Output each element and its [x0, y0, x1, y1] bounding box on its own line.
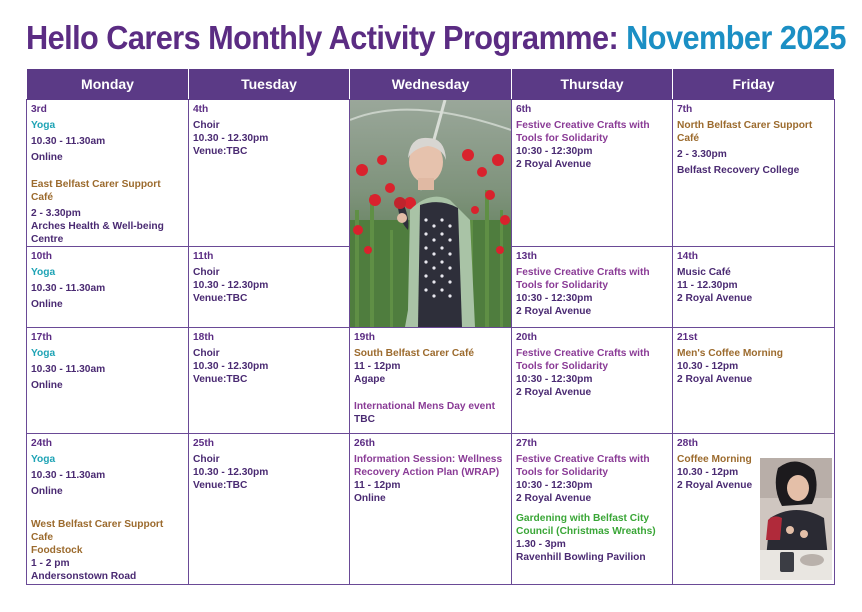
day-date: 28th: [677, 438, 698, 449]
event-title: Choir: [193, 348, 220, 359]
event-venue: 2 Royal Avenue: [516, 306, 592, 317]
day-date: 21st: [677, 332, 698, 343]
day-cell-20: [512, 328, 673, 434]
week-row: [27, 100, 835, 247]
event-time: 10:30 - 12:30pm: [516, 480, 593, 491]
event-venue: 2 Royal Avenue: [677, 480, 753, 491]
event-venue: Belfast Recovery College: [677, 165, 800, 176]
event-time: 10.30 - 11.30am: [31, 470, 106, 481]
day-date: 26th: [354, 438, 375, 449]
day-date: 20th: [516, 332, 537, 343]
event-time: 10.30 - 11.30am: [31, 364, 106, 375]
header-thursday: Thursday: [512, 69, 673, 100]
event-title: Coffee Morning: [677, 454, 752, 465]
day-cell-21: [673, 328, 835, 434]
event-time: 2 - 3.30pm: [31, 208, 81, 219]
day-cell-27: [512, 434, 673, 585]
event-title-cont: Tools for Solidarity: [516, 133, 609, 144]
day-date: 14th: [677, 251, 698, 262]
event-time: 10.30 - 11.30am: [31, 136, 106, 147]
event-title: South Belfast Carer Café: [354, 348, 475, 359]
event-title: Yoga: [31, 267, 56, 278]
calendar-table: [26, 68, 835, 585]
day-cell-19: [350, 328, 512, 434]
event-time: 10.30 - 12pm: [677, 467, 739, 478]
day-date: 13th: [516, 251, 537, 262]
event-title: East Belfast Carer Support Café: [31, 179, 161, 203]
day-date: 7th: [677, 104, 693, 115]
event-time: 10:30 - 12:30pm: [516, 146, 593, 157]
photo-woman-poppies: [350, 100, 512, 328]
event-title-cont: Council (Christmas Wreaths): [516, 526, 656, 537]
header-wednesday: Wednesday: [350, 69, 512, 100]
day-cell-10: [27, 247, 189, 328]
title-main: Hello Carers Monthly Activity Programme:: [26, 19, 619, 56]
event-time: 10.30 - 12.30pm: [193, 133, 269, 144]
event-title: International Mens Day event: [354, 401, 495, 412]
day-cell-13: [512, 247, 673, 328]
event-venue: Venue:TBC: [193, 293, 248, 304]
event-title-cont: Tools for Solidarity: [516, 467, 609, 478]
day-cell-26: [350, 434, 512, 585]
event-time: 11 - 12pm: [354, 480, 401, 491]
event-venue: Online: [31, 486, 63, 497]
event-title-cont: Café: [677, 133, 700, 144]
day-date: 4th: [193, 104, 209, 115]
event-time: 1.30 - 3pm: [516, 539, 566, 550]
event-title: Festive Creative Crafts with: [516, 454, 650, 465]
event-venue: Online: [354, 493, 386, 504]
day-cell-25: [189, 434, 350, 585]
event-time: 11 - 12.30pm: [677, 280, 738, 291]
event-venue: 2 Royal Avenue: [677, 293, 753, 304]
event-title-cont: Tools for Solidarity: [516, 280, 609, 291]
event-time: 2 - 3.30pm: [677, 149, 727, 160]
header-friday: Friday: [673, 69, 835, 100]
event-title-cont: Tools for Solidarity: [516, 361, 609, 372]
header-monday: Monday: [27, 69, 189, 100]
event-venue: Andersonstown Road: [31, 571, 137, 582]
day-date: 25th: [193, 438, 214, 449]
event-title: North Belfast Carer Support: [677, 120, 813, 131]
day-date: 27th: [516, 438, 537, 449]
week-row: [27, 328, 835, 434]
day-cell-3: [27, 100, 189, 247]
week-row: [27, 434, 835, 585]
event-time: 10.30 - 12.30pm: [193, 280, 269, 291]
day-cell-6: [512, 100, 673, 247]
event-title-cont: Recovery Action Plan (WRAP): [354, 467, 500, 478]
event-venue: Online: [31, 152, 63, 163]
event-title: Yoga: [31, 454, 56, 465]
event-time: 11 - 12pm: [354, 361, 401, 372]
event-time: 10:30 - 12:30pm: [516, 293, 593, 304]
event-title: West Belfast Carer Support: [31, 519, 164, 530]
event-venue: TBC: [354, 414, 375, 425]
day-cell-17: [27, 328, 189, 434]
calendar-header-row: [27, 69, 835, 100]
day-date: 10th: [31, 251, 52, 262]
event-venue: 2 Royal Avenue: [516, 493, 592, 504]
day-date: 19th: [354, 332, 375, 343]
day-cell-14: [673, 247, 835, 328]
day-date: 24th: [31, 438, 52, 449]
day-cell-18: [189, 328, 350, 434]
event-title: Festive Creative Crafts with: [516, 120, 650, 131]
day-cell-11: [189, 247, 350, 328]
title-month: November 2025: [626, 19, 846, 56]
event-title: Choir: [193, 120, 220, 131]
event-venue: Centre: [31, 234, 64, 245]
event-title: Men's Coffee Morning: [677, 348, 783, 359]
photo-woman-poppies-image: [350, 100, 511, 327]
event-venue: 2 Royal Avenue: [516, 159, 592, 170]
event-venue: Agape: [354, 374, 386, 385]
header-tuesday: Tuesday: [189, 69, 350, 100]
event-time: 10.30 - 12.30pm: [193, 361, 269, 372]
event-title: Festive Creative Crafts with: [516, 267, 650, 278]
event-title: Gardening with Belfast City: [516, 513, 650, 524]
event-venue: 2 Royal Avenue: [677, 374, 753, 385]
day-date: 6th: [516, 104, 532, 115]
event-time: 10.30 - 12pm: [677, 361, 739, 372]
event-title: Information Session: Wellness: [354, 454, 503, 465]
event-venue: Venue:TBC: [193, 374, 248, 385]
event-title: Choir: [193, 454, 220, 465]
event-title: Choir: [193, 267, 220, 278]
event-time: 10.30 - 12.30pm: [193, 467, 269, 478]
event-venue: Venue:TBC: [193, 146, 248, 157]
event-subtitle: Foodstock: [31, 545, 83, 556]
day-date: 3rd: [31, 104, 47, 115]
event-venue: Online: [31, 299, 63, 310]
event-time: 10.30 - 11.30am: [31, 283, 106, 294]
day-cell-7: [673, 100, 835, 247]
day-cell-4: [189, 100, 350, 247]
page-title: [26, 16, 846, 60]
event-venue: Ravenhill Bowling Pavilion: [516, 552, 646, 563]
day-cell-28: [673, 434, 835, 585]
day-date: 18th: [193, 332, 214, 343]
event-venue: Arches Health & Well-being: [31, 221, 164, 232]
event-title: Festive Creative Crafts with: [516, 348, 650, 359]
day-date: 17th: [31, 332, 52, 343]
event-time: 1 - 2 pm: [31, 558, 70, 569]
day-date: 11th: [193, 251, 214, 262]
event-title: Yoga: [31, 348, 56, 359]
event-title: Music Café: [677, 267, 731, 278]
photo-crafting-woman: [760, 458, 832, 580]
event-venue: 2 Royal Avenue: [516, 387, 592, 398]
event-title-cont: Cafe: [31, 532, 54, 543]
event-time: 10:30 - 12:30pm: [516, 374, 593, 385]
day-cell-24: [27, 434, 189, 585]
event-venue: Online: [31, 380, 63, 391]
event-venue: Venue:TBC: [193, 480, 248, 491]
event-title: Yoga: [31, 120, 56, 131]
